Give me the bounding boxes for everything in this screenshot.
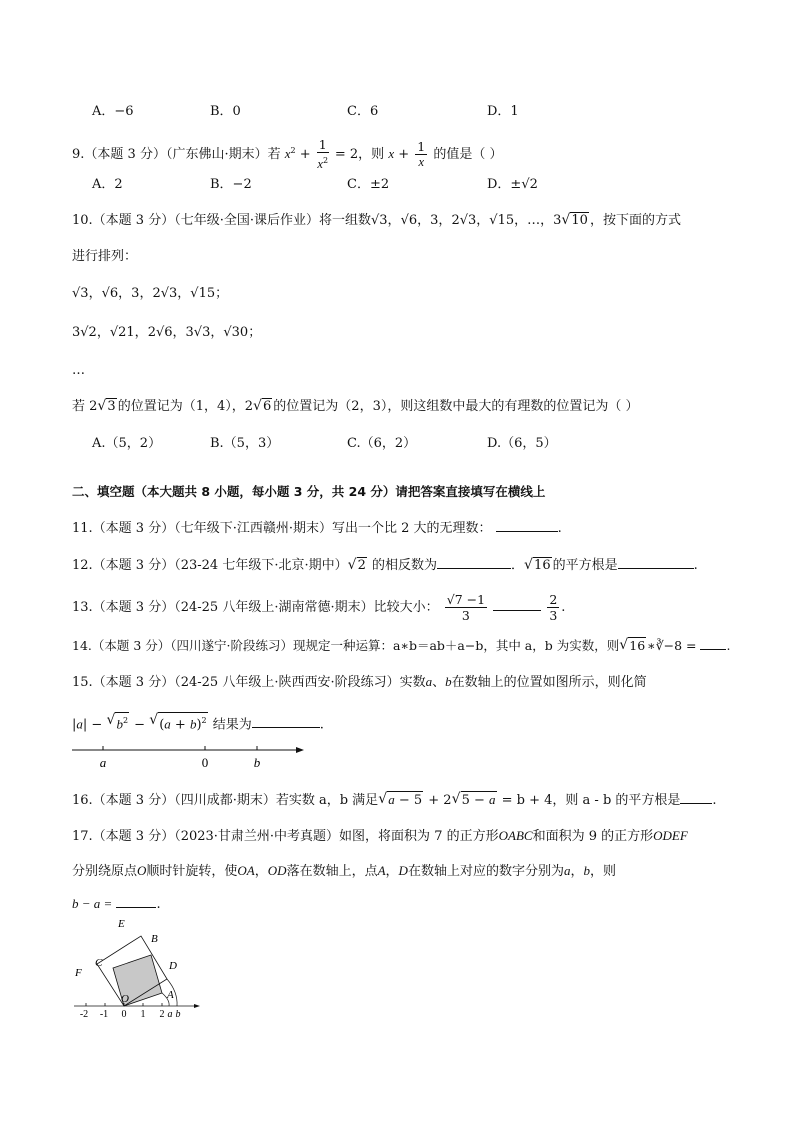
q9-suffix: 的值是（ ） — [433, 147, 503, 163]
q9-option-c: C．±2 — [347, 177, 390, 192]
q15-expression: |a| − √ $b^2$ − √ $(a + b)^2$ 结果为 . — [72, 712, 324, 734]
q15-end: . — [319, 717, 324, 733]
q17-vb: b — [583, 863, 590, 878]
q10-row1-item: √3 — [72, 286, 89, 301]
label-a: a — [99, 755, 107, 770]
q14-end: . — [726, 638, 731, 653]
q15-text3: 在数轴上的位置如图所示，则化简 — [451, 675, 647, 690]
q9-fraction-2: $\frac{1}{x}$ — [417, 139, 426, 170]
q9-fraction-1: $\frac{1}{x^2}$ — [317, 137, 329, 172]
q10-cond-a: 若 2 — [72, 399, 98, 414]
q10-row1: √3，√6，3，2√3，√15； — [72, 286, 229, 301]
q13-fraction-2: $\frac{2}{3}$ — [549, 592, 558, 623]
q10-num: 2√3 — [451, 213, 477, 228]
q10-option-d: D.（6，5） — [487, 436, 557, 451]
tick-label: a — [167, 1009, 173, 1020]
q17-oabc: OABC — [498, 828, 533, 843]
q11-text: 11.（本题 3 分）（七年级下·江西赣州·期末）写出一个比 2 大的无理数： — [72, 521, 492, 536]
q10-row2-item: √30 — [223, 325, 249, 340]
q17-text: 落在数轴上，点 — [286, 864, 378, 879]
q16-mid: ，则 a - b 的平方根是 — [552, 793, 681, 808]
q10-option-c: C.（6，2） — [347, 436, 417, 451]
q15-var-b: b — [445, 674, 452, 689]
q10-cond-c: 的位置记为（2，3），则这组数中最大的有理数的位置记为（ ） — [273, 399, 639, 414]
q10-mid: ，…，3 — [514, 213, 562, 228]
q16-expr: = b + 4 — [501, 793, 553, 808]
q14 — [72, 637, 730, 655]
q17-line2 — [72, 862, 616, 881]
q17-od: OD — [267, 863, 287, 878]
q15-result-label: 结果为 — [212, 717, 252, 733]
q9-option-b: B．−2 — [210, 177, 252, 192]
q11-answer-blank[interactable] — [496, 519, 558, 532]
q10-num: 3 — [430, 213, 439, 228]
tick-label: 1 — [140, 1009, 146, 1020]
q12-answer-blank-1[interactable] — [437, 556, 511, 569]
q17-pd: D — [398, 863, 408, 878]
q13-answer-blank[interactable] — [493, 598, 541, 611]
q10-sqrt-6: √ 6 — [253, 398, 272, 416]
q17-oa: OA — [237, 863, 255, 878]
q16-answer-blank[interactable] — [680, 791, 712, 804]
q17-o: O — [137, 863, 147, 878]
q12-sqrt-2: √ 2 — [348, 557, 367, 575]
q12-mid: 的相反数为 — [372, 558, 438, 573]
q13 — [72, 592, 565, 623]
q16-end: . — [712, 793, 717, 808]
q17-expr: b − a = — [72, 896, 113, 911]
q15-var-a: a — [425, 674, 433, 689]
q12-answer-blank-2[interactable] — [618, 556, 694, 569]
q10-condition — [72, 398, 638, 416]
q10-num: √3 — [370, 213, 388, 228]
q16: 16.（本题 3 分）（四川成都·期末）若实数 a，b 满足√ a − 5 + 2√ 5 − a = b + 4，则 a - b 的平方根是 . — [72, 791, 717, 810]
q14-text: 14.（本题 3 分）（四川遂宁·阶段练习）现规定一种运算：a∗b＝ab＋a−b，其中 a，b 为实数，则 — [72, 638, 620, 653]
tick-label: b — [175, 1009, 181, 1020]
q17-text: ， — [254, 864, 268, 879]
q10-line2: 进行排列： — [72, 249, 138, 264]
q12-mid2: 的平方根是 — [552, 558, 618, 573]
label-f: F — [75, 967, 82, 979]
q17-text: 顺时针旋转，使 — [146, 864, 238, 879]
q9-option-a: A．2 — [92, 177, 123, 192]
q9-mid: ，则 — [358, 147, 385, 163]
label-0: 0 — [201, 755, 209, 770]
q11-end: . — [557, 521, 562, 536]
q17-answer-blank[interactable] — [116, 895, 156, 908]
q8-option-b: B．0 — [210, 104, 241, 119]
q17-va: a — [563, 863, 571, 878]
q10-sqrt-10: √ 10 — [561, 212, 589, 230]
q12-end: . — [693, 558, 698, 573]
q9-rhs: = 2 — [334, 147, 359, 163]
q17-text: ，则 — [589, 864, 616, 879]
q12 — [72, 556, 698, 575]
q10-option-b: B.（5，3） — [210, 436, 280, 451]
q11 — [72, 519, 562, 538]
q13-end: . — [561, 600, 566, 615]
q10-row1-item: 3 — [131, 286, 140, 301]
q10-cond-b: 的位置记为（1，4），2 — [117, 399, 254, 414]
tick-label: 0 — [121, 1009, 127, 1020]
label-b: b — [253, 755, 261, 770]
section-2-title: 二、填空题（本大题共 8 小题，每小题 3 分，共 24 分）请把答案直接填写在横线上 — [72, 484, 546, 499]
q10-row2-item: 3√3 — [185, 325, 211, 340]
q9-prefix: 9.（本题 3 分）（广东佛山·期末）若 — [72, 147, 281, 163]
q10-num: √6 — [400, 213, 418, 228]
q17-text: 17.（本题 3 分）（2023·甘肃兰州·中考真题）如图，将面积为 7 的正方形 — [72, 829, 499, 844]
q8-option-a: A．−6 — [92, 104, 134, 119]
q10-row2-item: √21 — [109, 325, 135, 340]
q16-text: 16.（本题 3 分）（四川成都·期末）若实数 a，b 满足 — [72, 793, 379, 808]
q10-sqrt-3: √ 3 — [97, 398, 116, 416]
q12-sep: ． — [511, 558, 525, 573]
q15-number-line — [70, 742, 310, 772]
q10-ellipsis: … — [72, 363, 85, 378]
q10-suffix: ，按下面的方式 — [589, 213, 681, 228]
label-b: B — [151, 933, 158, 945]
q12-text: 12.（本题 3 分）（23-24 七年级下·北京·期中） — [72, 558, 348, 573]
q10-row1-item: √6 — [101, 286, 119, 301]
q14-sqrt-16: √ 16 — [619, 637, 646, 655]
q10-row2-item: 3√2 — [72, 325, 97, 340]
q15-stem — [72, 673, 647, 692]
q10-prefix: 10.（本题 3 分）（七年级·全国·课后作业）将一组数 — [72, 213, 371, 228]
tick-label: -2 — [79, 1009, 89, 1020]
q10-row1-item: √15 — [190, 286, 216, 301]
q17-text: ， — [385, 864, 399, 879]
axis-arrow — [296, 747, 304, 753]
tick-label: -1 — [99, 1009, 109, 1020]
q17-text: ， — [570, 864, 584, 879]
q9-option-d: D．±√2 — [487, 177, 538, 192]
q17-odef: ODEF — [653, 828, 688, 843]
q17-pa: A — [377, 863, 386, 878]
q15-text2: 、 — [432, 675, 446, 690]
q17-figure — [66, 912, 206, 1022]
tick-label: 2 — [159, 1009, 165, 1020]
q13-text: 13.（本题 3 分）（24-25 八年级上·湖南常德·期末）比较大小： — [72, 600, 439, 615]
q10-row2: 3√2，√21，2√6，3√3，√30； — [72, 325, 262, 340]
q13-fraction-1: $\frac{√7 -1}{3}$ — [446, 592, 486, 623]
q9-stem: 9.（本题 3 分）（广东佛山·期末）若 $x^2$ + $\frac{1}{x^2}$ = 2，则 x + $\frac{1}{x}$ 的值是（ ） — [72, 137, 503, 172]
q17-end: . — [156, 897, 161, 912]
q10-stem: 10.（本题 3 分）（七年级·全国·课后作业）将一组数√3，√6，3，2√3，√15，…，3√ 10 ，按下面的方式 — [72, 212, 681, 230]
q8-option-d: D．1 — [487, 104, 519, 119]
q15-text: 15.（本题 3 分）（24-25 八年级上·陕西西安·阶段练习）实数 — [72, 675, 426, 690]
q12-sqrt-16: √ 16 — [524, 557, 552, 575]
q15-answer-blank[interactable] — [252, 715, 320, 728]
q17-text: 和面积为 9 的正方形 — [532, 829, 654, 844]
label-d: D — [169, 960, 177, 972]
q14-answer-blank[interactable] — [700, 637, 726, 650]
q17-text: 在数轴上对应的数字分别为 — [407, 864, 564, 879]
q10-num: √15 — [489, 213, 515, 228]
label-e: E — [118, 918, 125, 930]
q17-line1 — [72, 827, 688, 846]
label-o: O — [121, 993, 129, 1005]
label-c: C — [95, 957, 103, 969]
q10-row2-item: 2√6 — [147, 325, 173, 340]
q10-row1-item: 2√3 — [152, 286, 178, 301]
q17-text: 分别绕原点 — [72, 864, 138, 879]
q8-option-c: C．6 — [347, 104, 379, 119]
q10-option-a: A.（5，2） — [92, 436, 162, 451]
label-a: A — [167, 989, 174, 1001]
axis-arrow — [194, 1004, 200, 1008]
q14-expr: ∗∛−8 = — [647, 638, 697, 653]
